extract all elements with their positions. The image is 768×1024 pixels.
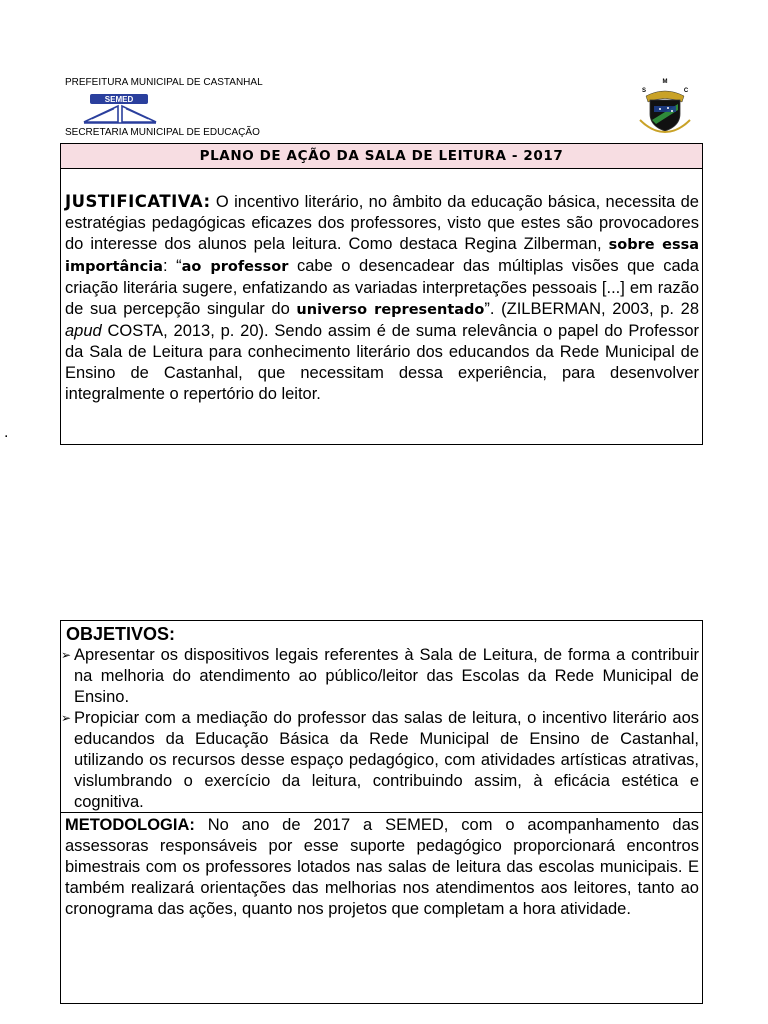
justificativa-bold-part: sobre essa importância xyxy=(65,237,699,275)
prefeitura-header: PREFEITURA MUNICIPAL DE CASTANHAL xyxy=(65,77,263,88)
objetivo-text: Propiciar com a mediação do professor das salas de leitura, o incentivo literário aos educandos da Educação Básica da Rede Municipal de Ensino de Castanhal, utilizando os recursos desse espaço pedagógico, com atividades artísticas atrativas, vislumbrando o exercício da leitura, contribuindo assim, à eficácia estética e cognitiva. xyxy=(74,709,699,811)
arrow-bullet-icon: ➢ xyxy=(61,711,72,725)
justificativa-text-part: ”. (ZILBERMAN, 2003, p. 28 xyxy=(484,300,699,318)
metodologia-body: No ano de 2017 a SEMED, com o acompanhamento das assessoras responsáveis por esse suporte pedagógico proporcionará encontros bimestrais com os professores lotados nas salas de leitura das escolas municipais. E também realizará orientações das melhorias nos atendimentos aos leitores, tanto ao cronograma das ações, quanto nos projetos que completam a hora atividade. xyxy=(65,816,699,918)
list-item xyxy=(61,708,699,813)
svg-text:SEMED: SEMED xyxy=(104,95,134,104)
secretaria-header: SECRETARIA MUNICIPAL DE EDUCAÇÃO xyxy=(65,127,260,138)
metodologia-text xyxy=(65,815,699,920)
objetivos-box xyxy=(60,620,703,813)
semed-logo xyxy=(80,92,160,126)
arrow-bullet-icon: ➢ xyxy=(61,648,72,662)
justificativa-text xyxy=(65,191,699,405)
municipal-crest-icon xyxy=(632,76,698,134)
svg-text:M: M xyxy=(662,79,668,85)
justificativa-text-part: O incentivo literário, no âmbito da educação básica, necessita de estratégias pedagógicas eficazes dos professores, visto que estes são provocadores do interesse dos alunos pela leitura. Como destaca Regina Zilberman, xyxy=(65,193,699,253)
trailing-dot: . xyxy=(4,424,9,441)
svg-text:C: C xyxy=(683,88,689,94)
justificativa-bold-part: universo representado xyxy=(296,302,485,318)
justificativa-box xyxy=(60,143,703,445)
justificativa-text-part: COSTA, 2013, p. 20). Sendo assim é de suma relevância o papel do Professor da Sala de Leitura para conhecimento literário dos educandos da Rede Municipal de Ensino de Castanhal, que necessitam dessa experiência, para desenvolver integralmente o repertório do leitor. xyxy=(65,322,699,403)
metodologia-label: METODOLOGIA: xyxy=(65,816,195,834)
plan-title: PLANO DE AÇÃO DA SALA DE LEITURA - 2017 xyxy=(61,144,702,169)
list-item xyxy=(61,645,699,708)
objetivos-list xyxy=(61,645,699,813)
objetivo-text: Apresentar os dispositivos legais referentes à Sala de Leitura, de forma a contribuir na melhoria do atendimento ao público/leitor das Escolas da Rede Municipal de Ensino. xyxy=(74,646,699,706)
justificativa-italic-part: apud xyxy=(65,322,102,340)
justificativa-bold-part: ao professor xyxy=(181,259,289,275)
justificativa-label: JUSTIFICATIVA: xyxy=(65,192,211,211)
metodologia-box xyxy=(60,812,703,1004)
justificativa-text-part: : “ xyxy=(162,257,182,275)
svg-text:S: S xyxy=(641,88,647,94)
justificativa-text-part: cabe o desencadear das múltiplas visões que cada criação literária sugere, enfatizando as variadas interpretações pessoais [...] em razão de sua percepção singular do xyxy=(65,257,699,318)
objetivos-title: OBJETIVOS: xyxy=(66,624,176,644)
